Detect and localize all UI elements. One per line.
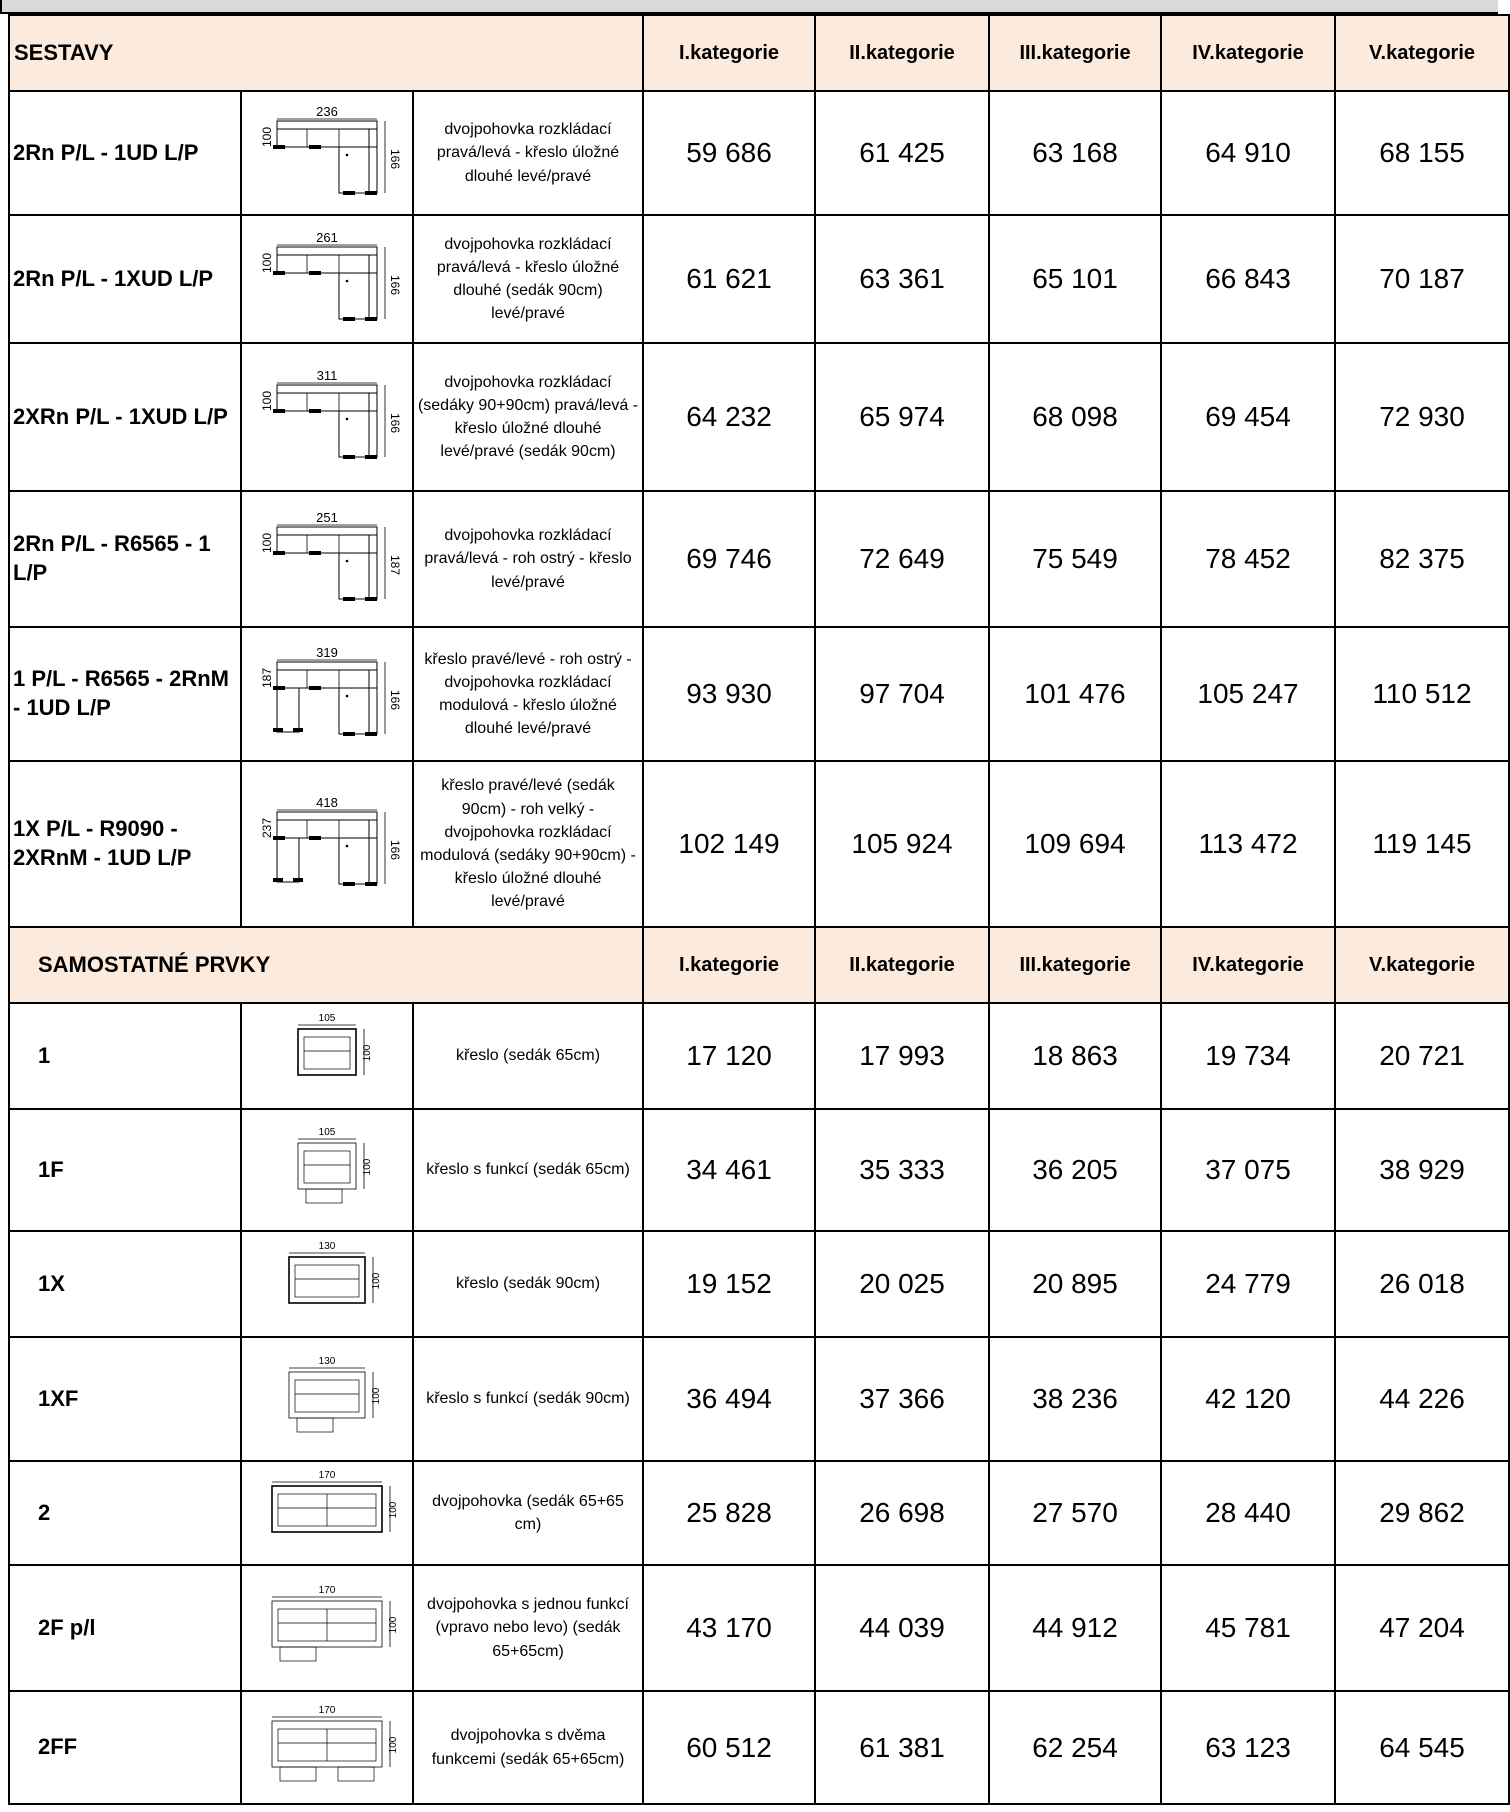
price-cell: 105 247 xyxy=(1161,627,1335,761)
product-diagram xyxy=(241,761,413,927)
height-dimension: 100 xyxy=(388,1616,399,1634)
sestavy-row xyxy=(9,627,1509,761)
height-dimension: 100 xyxy=(388,1736,399,1753)
price-cell: 60 512 xyxy=(643,1691,815,1804)
price-cell: 17 993 xyxy=(815,1003,989,1109)
sestavy-header-row xyxy=(9,15,1509,91)
price-cell: 34 461 xyxy=(643,1109,815,1231)
height-dimension: 100 xyxy=(371,1387,382,1405)
price-cell: 78 452 xyxy=(1161,491,1335,627)
product-code: 2 xyxy=(9,1461,241,1565)
sofa-element-diagram-icon xyxy=(257,1703,397,1793)
price-cell: 61 621 xyxy=(643,215,815,343)
sestavy-section-title: SESTAVY xyxy=(9,15,643,91)
height-dimension: 100 xyxy=(362,1044,373,1062)
product-code: 1 P/L - R6565 - 2RnM - 1UD L/P xyxy=(9,627,241,761)
price-cell: 38 236 xyxy=(989,1337,1161,1461)
product-code: 1X P/L - R9090 - 2XRnM - 1UD L/P xyxy=(9,761,241,927)
product-description: křeslo pravé/levé (sedák 90cm) - roh velký - dvojpohovka rozkládací modulová (sedáky 90+90cm) - křeslo úložné dlouhé levé/pravé xyxy=(413,761,643,927)
width-dimension: 319 xyxy=(316,645,338,660)
price-cell: 82 375 xyxy=(1335,491,1509,627)
price-cell: 97 704 xyxy=(815,627,989,761)
price-cell: 66 843 xyxy=(1161,215,1335,343)
sofa-set-diagram-icon xyxy=(257,795,402,890)
height-dimension-left: 100 xyxy=(260,126,274,148)
width-dimension: 236 xyxy=(316,104,338,119)
price-cell: 65 101 xyxy=(989,215,1161,343)
height-dimension: 100 xyxy=(371,1272,382,1290)
width-dimension: 311 xyxy=(316,368,338,383)
top-strip xyxy=(0,0,1498,14)
sestavy-row xyxy=(9,343,1509,491)
sofa-element-diagram-icon xyxy=(257,1468,397,1558)
height-dimension-right: 166 xyxy=(388,689,402,711)
price-table xyxy=(8,14,1510,1805)
price-cell: 20 895 xyxy=(989,1231,1161,1337)
category-header: V.kategorie xyxy=(1335,15,1509,91)
product-code: 1X xyxy=(9,1231,241,1337)
product-code: 2Rn P/L - R6565 - 1 L/P xyxy=(9,491,241,627)
price-cell: 61 425 xyxy=(815,91,989,215)
price-cell: 68 155 xyxy=(1335,91,1509,215)
price-cell: 44 039 xyxy=(815,1565,989,1691)
sestavy-row xyxy=(9,761,1509,927)
price-cell: 35 333 xyxy=(815,1109,989,1231)
price-cell: 36 205 xyxy=(989,1109,1161,1231)
price-cell: 47 204 xyxy=(1335,1565,1509,1691)
category-header: II.kategorie xyxy=(815,927,989,1003)
price-cell: 38 929 xyxy=(1335,1109,1509,1231)
samostatne-row xyxy=(9,1109,1509,1231)
price-cell: 101 476 xyxy=(989,627,1161,761)
width-dimension: 130 xyxy=(318,1356,336,1367)
category-header: I.kategorie xyxy=(643,15,815,91)
sofa-element-diagram-icon xyxy=(257,1583,397,1673)
sofa-set-diagram-icon xyxy=(257,104,402,199)
height-dimension-right: 166 xyxy=(388,412,402,434)
product-code: 1XF xyxy=(9,1337,241,1461)
samostatne-row xyxy=(9,1691,1509,1804)
price-cell: 65 974 xyxy=(815,343,989,491)
samostatne-section-title: SAMOSTATNÉ PRVKY xyxy=(9,927,643,1003)
price-cell: 72 649 xyxy=(815,491,989,627)
sofa-element-diagram-icon xyxy=(257,1239,397,1329)
price-cell: 43 170 xyxy=(643,1565,815,1691)
samostatne-row xyxy=(9,1231,1509,1337)
category-header: III.kategorie xyxy=(989,15,1161,91)
samostatne-row xyxy=(9,1461,1509,1565)
price-cell: 37 075 xyxy=(1161,1109,1335,1231)
sofa-element-diagram-icon xyxy=(257,1011,397,1101)
samostatne-row xyxy=(9,1565,1509,1691)
price-cell: 36 494 xyxy=(643,1337,815,1461)
sofa-set-diagram-icon xyxy=(257,368,402,463)
product-code: 2Rn P/L - 1XUD L/P xyxy=(9,215,241,343)
price-cell: 119 145 xyxy=(1335,761,1509,927)
product-diagram xyxy=(241,1691,413,1804)
product-description: křeslo (sedák 90cm) xyxy=(413,1231,643,1337)
category-header: III.kategorie xyxy=(989,927,1161,1003)
price-cell: 68 098 xyxy=(989,343,1161,491)
product-diagram xyxy=(241,1461,413,1565)
samostatne-header-row xyxy=(9,927,1509,1003)
product-description: křeslo s funkcí (sedák 90cm) xyxy=(413,1337,643,1461)
sofa-set-diagram-icon xyxy=(257,230,402,325)
width-dimension: 418 xyxy=(316,795,338,810)
product-diagram xyxy=(241,491,413,627)
price-cell: 17 120 xyxy=(643,1003,815,1109)
price-cell: 25 828 xyxy=(643,1461,815,1565)
price-cell: 44 226 xyxy=(1335,1337,1509,1461)
price-cell: 63 123 xyxy=(1161,1691,1335,1804)
price-cell: 26 018 xyxy=(1335,1231,1509,1337)
product-description: dvojpohovka rozkládací pravá/levá - křeslo úložné dlouhé levé/pravé xyxy=(413,91,643,215)
width-dimension: 105 xyxy=(318,1127,336,1138)
height-dimension-right: 166 xyxy=(388,274,402,296)
price-cell: 24 779 xyxy=(1161,1231,1335,1337)
price-cell: 20 025 xyxy=(815,1231,989,1337)
price-cell: 44 912 xyxy=(989,1565,1161,1691)
price-cell: 64 910 xyxy=(1161,91,1335,215)
product-code: 2FF xyxy=(9,1691,241,1804)
price-cell: 109 694 xyxy=(989,761,1161,927)
category-header: II.kategorie xyxy=(815,15,989,91)
height-dimension: 100 xyxy=(362,1158,373,1176)
height-dimension: 100 xyxy=(388,1501,399,1519)
product-code: 1F xyxy=(9,1109,241,1231)
height-dimension-left: 100 xyxy=(260,390,274,412)
height-dimension-right: 166 xyxy=(388,148,402,170)
product-description: křeslo s funkcí (sedák 65cm) xyxy=(413,1109,643,1231)
product-diagram xyxy=(241,1565,413,1691)
width-dimension: 170 xyxy=(318,1585,336,1596)
product-diagram xyxy=(241,1337,413,1461)
category-header: IV.kategorie xyxy=(1161,927,1335,1003)
height-dimension-right: 166 xyxy=(388,839,402,861)
price-cell: 69 746 xyxy=(643,491,815,627)
price-cell: 61 381 xyxy=(815,1691,989,1804)
category-header: I.kategorie xyxy=(643,927,815,1003)
price-cell: 59 686 xyxy=(643,91,815,215)
price-cell: 45 781 xyxy=(1161,1565,1335,1691)
samostatne-row xyxy=(9,1337,1509,1461)
price-cell: 70 187 xyxy=(1335,215,1509,343)
width-dimension: 261 xyxy=(316,230,338,245)
product-description: dvojpohovka rozkládací pravá/levá - křeslo úložné dlouhé (sedák 90cm) levé/pravé xyxy=(413,215,643,343)
price-cell: 20 721 xyxy=(1335,1003,1509,1109)
height-dimension-left: 237 xyxy=(260,817,274,839)
height-dimension-left: 100 xyxy=(260,532,274,554)
samostatne-row xyxy=(9,1003,1509,1109)
product-description: dvojpohovka (sedák 65+65 cm) xyxy=(413,1461,643,1565)
sestavy-row xyxy=(9,215,1509,343)
height-dimension-left: 100 xyxy=(260,252,274,274)
height-dimension-left: 187 xyxy=(260,667,274,689)
sestavy-row xyxy=(9,491,1509,627)
product-diagram xyxy=(241,1231,413,1337)
price-cell: 72 930 xyxy=(1335,343,1509,491)
product-description: křeslo pravé/levé - roh ostrý - dvojpohovka rozkládací modulová - křeslo úložné dlouhé levé/pravé xyxy=(413,627,643,761)
price-cell: 19 734 xyxy=(1161,1003,1335,1109)
product-description: křeslo (sedák 65cm) xyxy=(413,1003,643,1109)
price-cell: 42 120 xyxy=(1161,1337,1335,1461)
price-cell: 63 361 xyxy=(815,215,989,343)
price-cell: 105 924 xyxy=(815,761,989,927)
price-cell: 69 454 xyxy=(1161,343,1335,491)
price-cell: 64 232 xyxy=(643,343,815,491)
product-description: dvojpohovka rozkládací pravá/levá - roh ostrý - křeslo levé/pravé xyxy=(413,491,643,627)
price-cell: 37 366 xyxy=(815,1337,989,1461)
price-cell: 18 863 xyxy=(989,1003,1161,1109)
price-cell: 29 862 xyxy=(1335,1461,1509,1565)
product-description: dvojpohovka s jednou funkcí (vpravo nebo levo) (sedák 65+65cm) xyxy=(413,1565,643,1691)
category-header: V.kategorie xyxy=(1335,927,1509,1003)
width-dimension: 105 xyxy=(318,1013,336,1024)
product-diagram xyxy=(241,343,413,491)
price-cell: 63 168 xyxy=(989,91,1161,215)
product-diagram xyxy=(241,627,413,761)
sestavy-row xyxy=(9,91,1509,215)
price-cell: 19 152 xyxy=(643,1231,815,1337)
product-diagram xyxy=(241,1109,413,1231)
product-diagram xyxy=(241,91,413,215)
product-code: 2XRn P/L - 1XUD L/P xyxy=(9,343,241,491)
price-cell: 93 930 xyxy=(643,627,815,761)
width-dimension: 170 xyxy=(318,1470,336,1481)
price-cell: 62 254 xyxy=(989,1691,1161,1804)
product-code: 1 xyxy=(9,1003,241,1109)
price-cell: 28 440 xyxy=(1161,1461,1335,1565)
product-description: dvojpohovka rozkládací (sedáky 90+90cm) pravá/levá - křeslo úložné dlouhé levé/pravé (sedák 90cm) xyxy=(413,343,643,491)
product-code: 2F p/l xyxy=(9,1565,241,1691)
product-description: dvojpohovka s dvěma funkcemi (sedák 65+65cm) xyxy=(413,1691,643,1804)
product-code: 2Rn P/L - 1UD L/P xyxy=(9,91,241,215)
width-dimension: 170 xyxy=(318,1704,336,1716)
price-cell: 64 545 xyxy=(1335,1691,1509,1804)
price-cell: 110 512 xyxy=(1335,627,1509,761)
price-cell: 75 549 xyxy=(989,491,1161,627)
category-header: IV.kategorie xyxy=(1161,15,1335,91)
product-diagram xyxy=(241,215,413,343)
product-diagram xyxy=(241,1003,413,1109)
price-cell: 102 149 xyxy=(643,761,815,927)
width-dimension: 130 xyxy=(318,1241,336,1252)
price-cell: 113 472 xyxy=(1161,761,1335,927)
sofa-set-diagram-icon xyxy=(257,645,402,740)
price-cell: 27 570 xyxy=(989,1461,1161,1565)
sofa-element-diagram-icon xyxy=(257,1125,397,1215)
sofa-element-diagram-icon xyxy=(257,1354,397,1444)
sofa-set-diagram-icon xyxy=(257,510,402,605)
price-cell: 26 698 xyxy=(815,1461,989,1565)
height-dimension-right: 187 xyxy=(388,554,402,576)
width-dimension: 251 xyxy=(316,510,338,525)
